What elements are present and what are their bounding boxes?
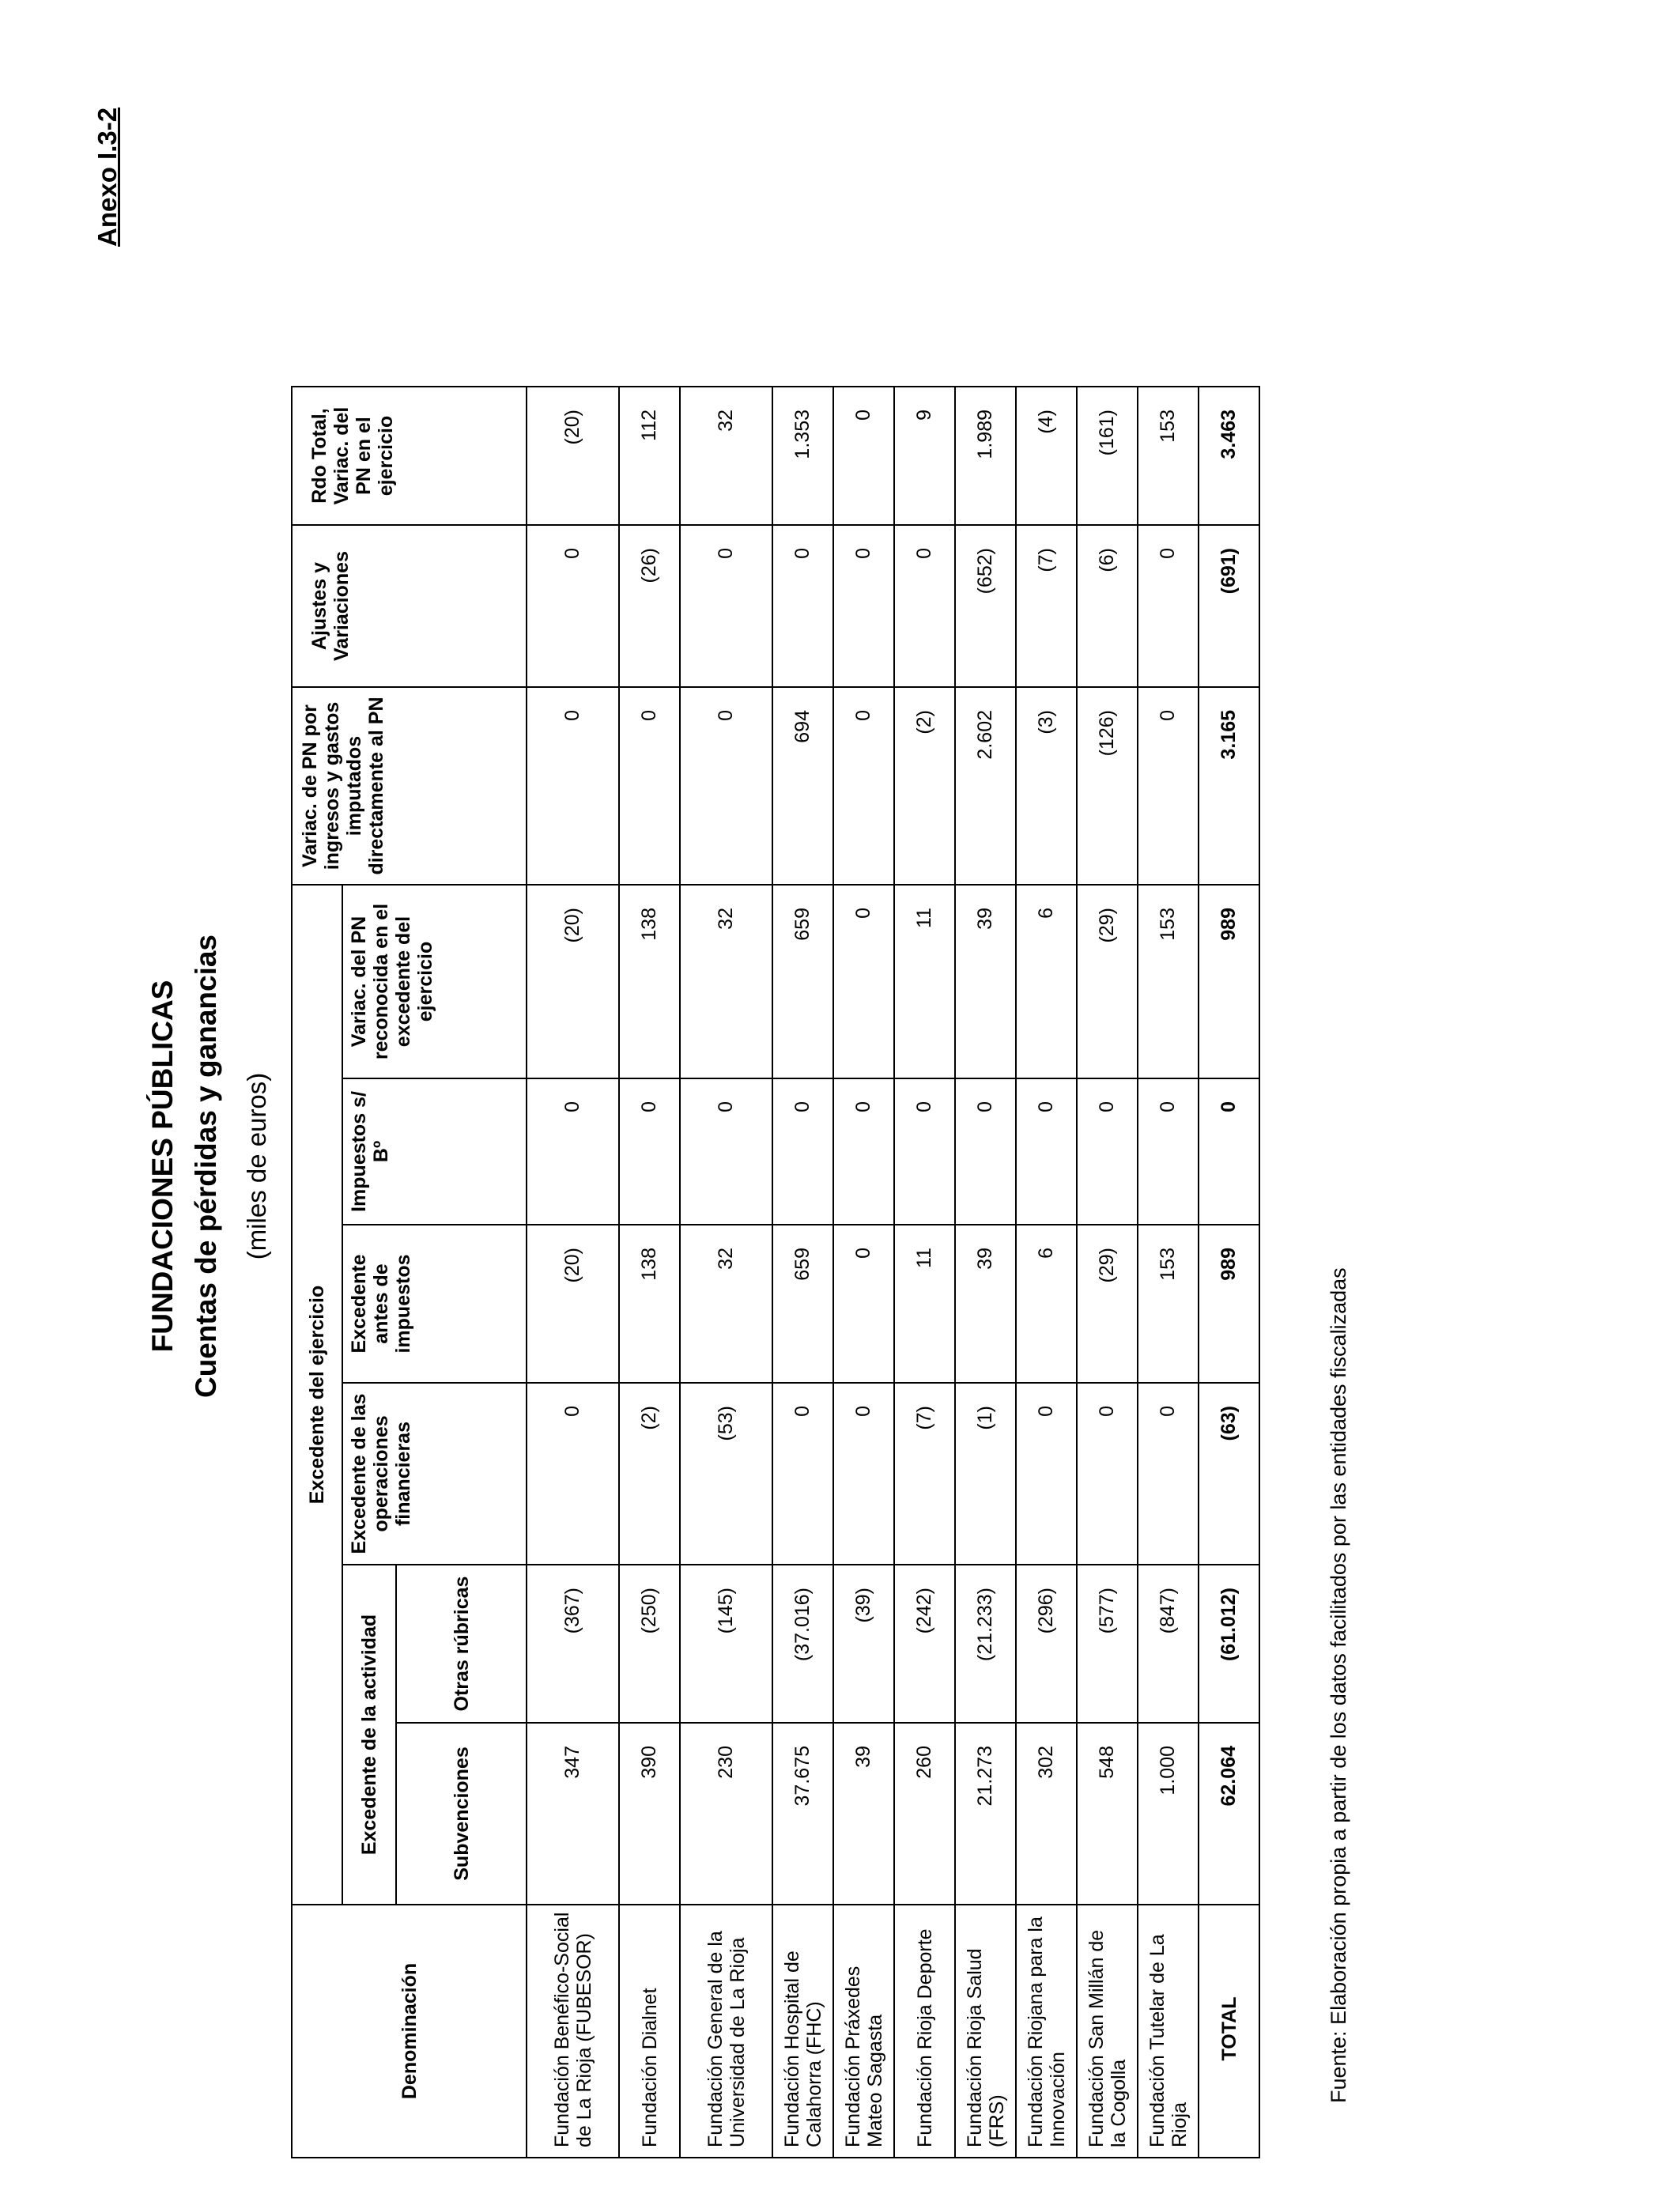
table-cell: 390 [619,1723,680,1905]
table-cell: 0 [894,525,955,687]
table-cell: 32 [680,1225,772,1383]
table-cell: 0 [833,525,894,687]
entity-name: Fundación General de la Universidad de La Rioja [680,1905,772,2158]
total-cell: (61.012) [1199,1565,1259,1723]
table-cell: 0 [1138,1078,1199,1225]
table-cell: (20) [527,387,619,525]
table-cell: 0 [680,525,772,687]
annex-label: Anexo I.3-2 [92,107,122,247]
table-cell: 659 [772,1225,833,1383]
table-cell: 0 [527,525,619,687]
table-row [955,387,1016,2158]
table-cell: 1.989 [955,387,1016,525]
table-cell: 0 [527,687,619,885]
table-cell: 0 [833,1225,894,1383]
table-cell: 138 [619,1225,680,1383]
table-cell: 0 [619,687,680,885]
entity-name: Fundación Hospital de Calahorra (FHC) [772,1905,833,2158]
total-cell: 3.165 [1199,687,1259,885]
table-cell: 0 [772,1078,833,1225]
table-cell: (577) [1077,1565,1138,1723]
table-cell: 138 [619,885,680,1078]
table-cell: 153 [1138,1225,1199,1383]
table-cell: 0 [1138,525,1199,687]
table-row [1138,387,1199,2158]
table-cell: 0 [833,1078,894,1225]
header-variac-pn-excedente: Variac. del PN reconocida en el excedente del ejercicio [342,885,527,1078]
table-cell: (20) [527,885,619,1078]
total-label: TOTAL [1199,1905,1259,2158]
table-cell: 0 [772,525,833,687]
table-cell: 9 [894,387,955,525]
table-cell: 153 [1138,387,1199,525]
table-cell: 11 [894,885,955,1078]
table-cell: (847) [1138,1565,1199,1723]
header-denominacion: Denominación [292,1905,527,2158]
table-cell: 0 [680,687,772,885]
table-cell: 6 [1016,885,1077,1078]
table-cell: (39) [833,1565,894,1723]
table-cell: 230 [680,1723,772,1905]
pyg-table [291,386,1260,2158]
table-cell: 21.273 [955,1723,1016,1905]
table-cell: 0 [1077,1078,1138,1225]
table-cell: 0 [527,1078,619,1225]
header-excedente-ejercicio: Excedente del ejercicio [292,885,342,1905]
table-cell: 1.353 [772,387,833,525]
table-cell: 0 [833,687,894,885]
page-title: FUNDACIONES PÚBLICAS [146,980,179,1353]
entity-name: Fundación Benéfico-Social de La Rioja (FUBESOR) [527,1905,619,2158]
table-cell: 0 [833,387,894,525]
table-cell: (652) [955,525,1016,687]
table-cell: (6) [1077,525,1138,687]
table-cell: (4) [1016,387,1077,525]
total-cell: 0 [1199,1078,1259,1225]
table-cell: (161) [1077,387,1138,525]
table-cell: (296) [1016,1565,1077,1723]
table-cell: 0 [955,1078,1016,1225]
table-cell: 694 [772,687,833,885]
table-row [619,387,680,2158]
table-cell: (29) [1077,1225,1138,1383]
table-cell: (2) [894,687,955,885]
total-row [1199,387,1259,2158]
table-row [680,387,772,2158]
table-cell: 302 [1016,1723,1077,1905]
table-cell: 32 [680,885,772,1078]
table-cell: 0 [1138,687,1199,885]
header-ajustes: Ajustes y Variaciones [292,525,527,687]
table-row [894,387,955,2158]
table-cell: 0 [772,1383,833,1565]
total-cell: 3.463 [1199,387,1259,525]
entity-name: Fundación Rioja Deporte [894,1905,955,2158]
table-cell: 32 [680,387,772,525]
table-cell: 39 [833,1723,894,1905]
table-cell: (145) [680,1565,772,1723]
total-cell: 989 [1199,1225,1259,1383]
table-cell: 6 [1016,1225,1077,1383]
units-label: (miles de euros) [242,1072,271,1260]
header-excedente-actividad: Excedente de la actividad [342,1565,396,1905]
entity-name: Fundación Práxedes Mateo Sagasta [833,1905,894,2158]
table-cell: 153 [1138,885,1199,1078]
table-cell: 0 [1016,1078,1077,1225]
table-cell: (367) [527,1565,619,1723]
table-row [1016,387,1077,2158]
table-cell: 1.000 [1138,1723,1199,1905]
table-cell: (7) [1016,525,1077,687]
table-cell: (29) [1077,885,1138,1078]
header-excedente-antes: Excedente antes de impuestos [342,1225,527,1383]
table-cell: 548 [1077,1723,1138,1905]
entity-name: Fundación Rioja Salud (FRS) [955,1905,1016,2158]
table-cell: 39 [955,1225,1016,1383]
table-row [833,387,894,2158]
source-note: Fuente: Elaboración propia a partir de los datos facilitados por las entidades fiscalizadas [1327,1267,1350,2103]
table-cell: 659 [772,885,833,1078]
table-cell: 39 [955,885,1016,1078]
table-row [772,387,833,2158]
page-subtitle: Cuentas de pérdidas y ganancias [190,934,222,1399]
table-cell: (126) [1077,687,1138,885]
total-cell: (691) [1199,525,1259,687]
entity-name: Fundación Tutelar de La Rioja [1138,1905,1199,2158]
header-subvenciones: Subvenciones [396,1723,527,1905]
table-cell: (7) [894,1383,955,1565]
table-cell: (3) [1016,687,1077,885]
table-cell: (53) [680,1383,772,1565]
total-cell: 989 [1199,885,1259,1078]
table-row [527,387,619,2158]
table-cell: 0 [1138,1383,1199,1565]
table-cell: 0 [1016,1383,1077,1565]
entity-name: Fundación Riojana para la Innovación [1016,1905,1077,2158]
table-cell: 11 [894,1225,955,1383]
table-cell: 37.675 [772,1723,833,1905]
header-impuestos: Impuestos s/ Bº [342,1078,527,1225]
table-cell: (250) [619,1565,680,1723]
table-cell: 0 [680,1078,772,1225]
table-cell: 0 [1077,1383,1138,1565]
total-cell: 62.064 [1199,1723,1259,1905]
entity-name: Fundación Dialnet [619,1905,680,2158]
table-cell: (2) [619,1383,680,1565]
header-otras-rubricas: Otras rúbricas [396,1565,527,1723]
table-cell: 112 [619,387,680,525]
header-excedente-financieras: Excedente de las operaciones financieras [342,1383,527,1565]
table-cell: 0 [833,885,894,1078]
table-cell: (242) [894,1565,955,1723]
table-cell: 0 [619,1078,680,1225]
table-cell: 0 [894,1078,955,1225]
header-rdo-total: Rdo Total, Variac. del PN en el ejercicio [292,387,527,525]
table-cell: 0 [527,1383,619,1565]
table-cell: (20) [527,1225,619,1383]
entity-name: Fundación San Millán de la Cogolla [1077,1905,1138,2158]
table-cell: 0 [833,1383,894,1565]
table-cell: (26) [619,525,680,687]
table-row [1077,387,1138,2158]
total-cell: (63) [1199,1383,1259,1565]
table-cell: 260 [894,1723,955,1905]
table-cell: 2.602 [955,687,1016,885]
table-cell: (21.233) [955,1565,1016,1723]
header-variac-pn-directo: Variac. de PN por ingresos y gastos imputados directamente al PN [292,687,527,885]
table-cell: (1) [955,1383,1016,1565]
table-cell: (37.016) [772,1565,833,1723]
table-cell: 347 [527,1723,619,1905]
